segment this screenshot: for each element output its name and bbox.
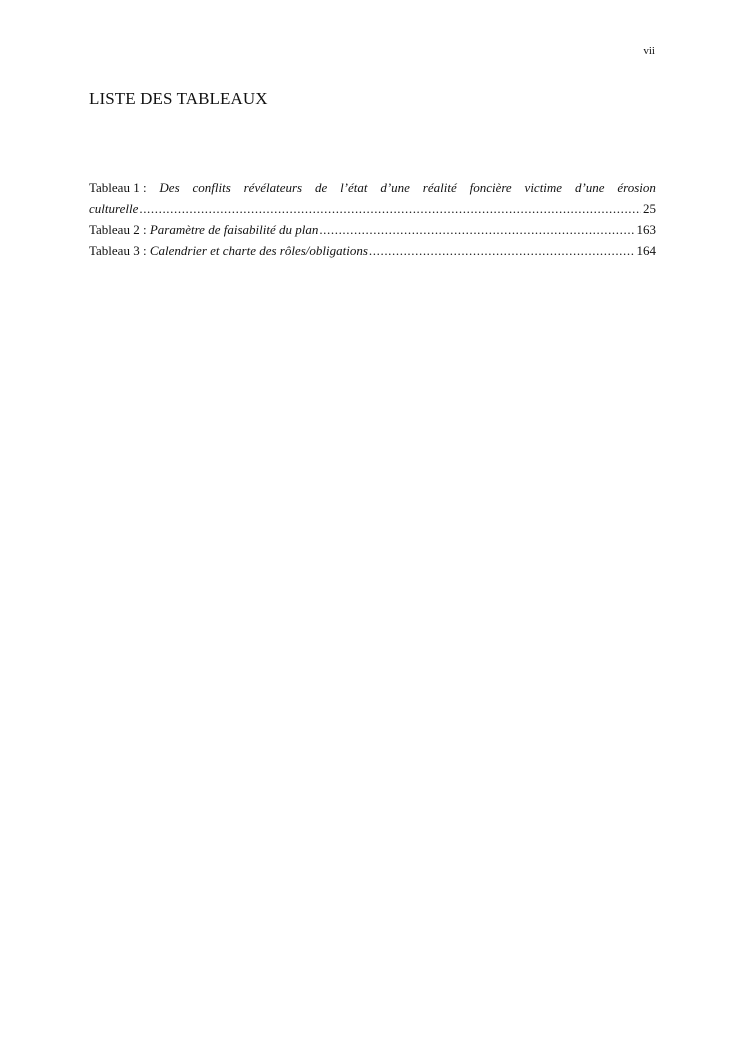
caption-word: l’état	[340, 180, 368, 195]
caption-word: foncière	[469, 180, 512, 195]
caption-word: Des	[159, 180, 180, 195]
list-item-tableau-2[interactable]	[89, 219, 656, 240]
entry-text	[89, 219, 318, 240]
dot-leader	[139, 198, 641, 219]
entry-caption: Paramètre de faisabilité du plan	[149, 222, 319, 237]
caption-word: réalité	[422, 180, 457, 195]
entry-page-number: 163	[636, 222, 656, 237]
list-item-tableau-1[interactable]	[89, 177, 656, 219]
caption-word: victime	[524, 180, 563, 195]
caption-word: d’une	[380, 180, 410, 195]
caption-word: révélateurs	[243, 180, 303, 195]
entry-label: Tableau 2 :	[89, 222, 147, 237]
entry-page-number: 164	[636, 243, 656, 258]
entry-page-number: 25	[643, 201, 656, 216]
page-title: LISTE DES TABLEAUX	[89, 89, 268, 108]
entry-caption: Calendrier et charte des rôles/obligations	[149, 243, 368, 258]
entry-line	[89, 219, 656, 240]
entry-second-line	[89, 198, 656, 219]
table-list	[89, 177, 656, 261]
entry-label: Tableau 1 :	[89, 180, 147, 195]
list-item-tableau-3[interactable]	[89, 240, 656, 261]
entry-line	[89, 240, 656, 261]
caption-word: de	[314, 180, 328, 195]
dot-leader	[319, 219, 634, 240]
caption-word: conflits	[192, 180, 231, 195]
entry-text	[89, 240, 368, 261]
entry-caption: culturelle	[89, 201, 139, 216]
page-number: vii	[643, 45, 655, 57]
entry-label: Tableau 3 :	[89, 243, 147, 258]
entry-first-line	[89, 177, 656, 198]
caption-word: d’une	[574, 180, 605, 195]
dot-leader	[369, 240, 635, 261]
caption-word: érosion	[617, 180, 656, 195]
